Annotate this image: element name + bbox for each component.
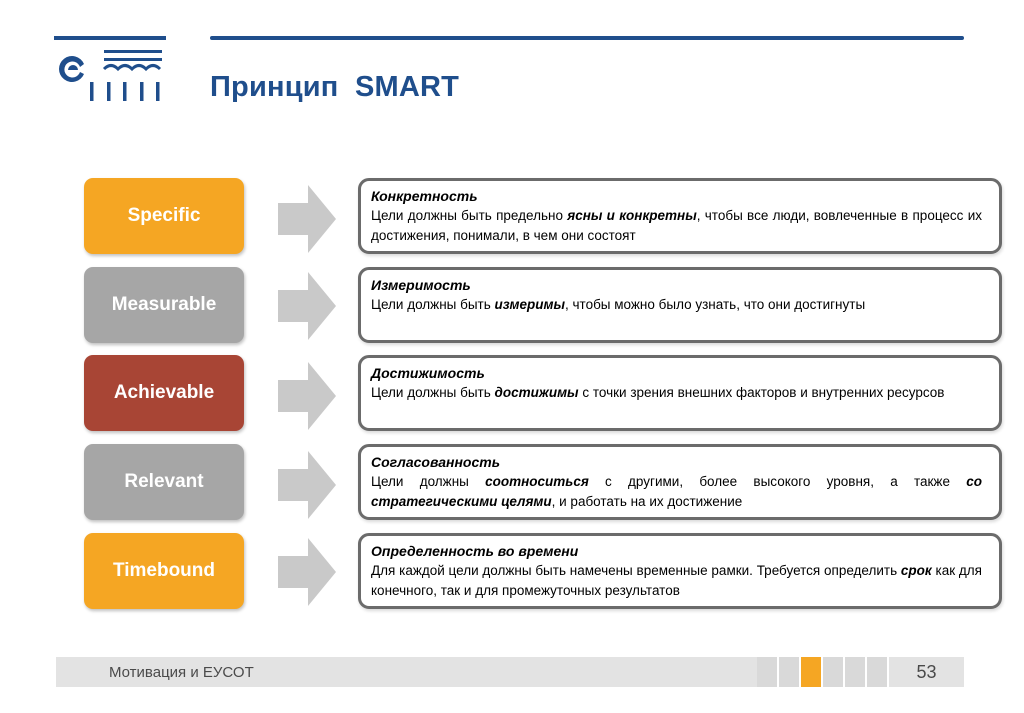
- footer-title: Мотивация и ЕУСОТ: [109, 664, 254, 681]
- description-achievable: [358, 355, 1002, 431]
- description-timebound: [358, 533, 1002, 609]
- arrow-right-icon: [278, 451, 336, 519]
- smart-row-relevant: [0, 444, 1024, 524]
- page-title: Принцип SMART: [210, 71, 460, 103]
- smart-row-achievable: [0, 355, 1024, 435]
- progress-square: [801, 657, 823, 687]
- label-achievable: Achievable: [84, 355, 244, 431]
- emphasis-text: срок: [900, 563, 932, 578]
- arrow-right-icon: [278, 185, 336, 253]
- description-text: Цели должны быть измеримы, чтобы можно было узнать, что они достигнуты: [371, 297, 866, 312]
- description-heading: Конкретность: [371, 188, 478, 204]
- progress-square: [779, 657, 801, 687]
- description-heading: Измеримость: [371, 277, 471, 293]
- arrow-right-icon: [278, 272, 336, 340]
- description-measurable: [358, 267, 1002, 343]
- emphasis-text: соотноситься: [485, 474, 589, 489]
- description-heading: Определенность во времени: [371, 543, 579, 559]
- description-specific: [358, 178, 1002, 254]
- label-timebound: Timebound: [84, 533, 244, 609]
- description-text: Для каждой цели должны быть намечены временные рамки. Требуется определить срок как для конечного, так и для промежуточных результатов: [371, 563, 982, 598]
- description-text: Цели должны соотноситься с другими, более высокого уровня, а также со стратегическими целями, и работать на их достижение: [371, 474, 982, 509]
- emphasis-text: ясны и конкретны: [567, 208, 697, 223]
- description-heading: Согласованность: [371, 454, 501, 470]
- emphasis-text: со стратегическими целями: [371, 474, 982, 509]
- progress-square: [823, 657, 845, 687]
- description-relevant: [358, 444, 1002, 520]
- arrow-right-icon: [278, 538, 336, 606]
- page-number: 53: [916, 661, 937, 682]
- progress-square: [867, 657, 889, 687]
- emphasis-text: измеримы: [494, 297, 565, 312]
- smart-row-measurable: [0, 267, 1024, 347]
- label-specific: Specific: [84, 178, 244, 254]
- progress-squares: [757, 657, 889, 687]
- label-relevant: Relevant: [84, 444, 244, 520]
- arrow-right-icon: [278, 362, 336, 430]
- logo-icon: [54, 36, 166, 106]
- header-divider: [210, 36, 964, 40]
- emphasis-text: достижимы: [494, 385, 579, 400]
- label-measurable: Measurable: [84, 267, 244, 343]
- description-text: Цели должны быть достижимы с точки зрения внешних факторов и внутренних ресурсов: [371, 385, 945, 400]
- smart-row-specific: [0, 178, 1024, 258]
- progress-square: [757, 657, 779, 687]
- description-text: Цели должны быть предельно ясны и конкретны, чтобы все люди, вовлеченные в процесс их достижения, понимали, в чем они состоят: [371, 208, 982, 243]
- progress-square: [845, 657, 867, 687]
- smart-row-timebound: [0, 533, 1024, 613]
- description-heading: Достижимость: [371, 365, 485, 381]
